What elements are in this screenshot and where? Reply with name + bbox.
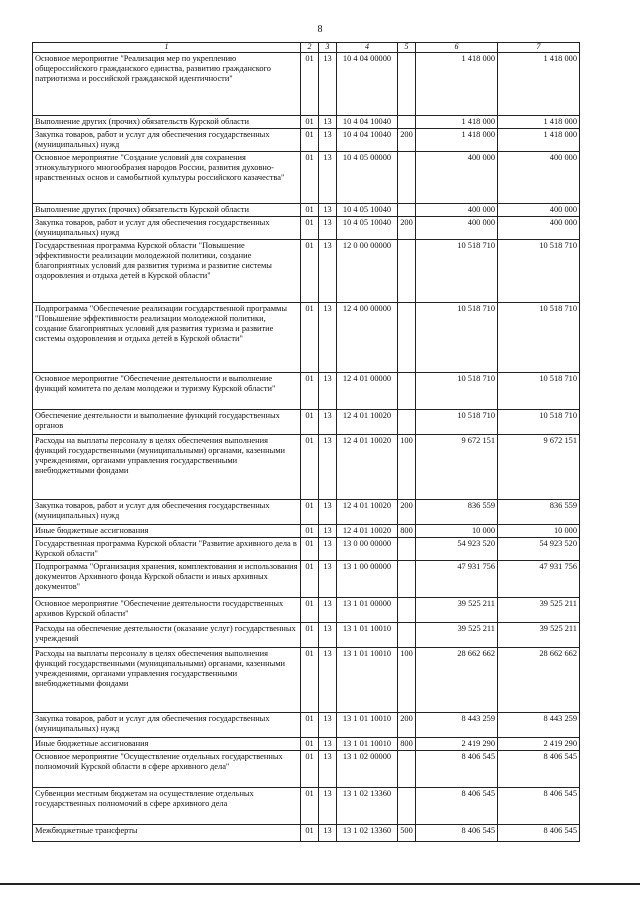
cell-amount-2: 28 662 662 bbox=[498, 648, 580, 713]
cell-amount-1: 8 443 259 bbox=[416, 713, 498, 738]
cell-amount-1: 9 672 151 bbox=[416, 435, 498, 500]
cell-csr: 13 1 01 10010 bbox=[337, 713, 398, 738]
cell-name: Закупка товаров, работ и услуг для обеспечения государственных (муниципальных) нужд bbox=[33, 500, 301, 525]
cell-name: Основное мероприятие "Создание условий для сохранения этнокультурного многообразия народов России, развития духовно-нравственных основ и самобытной культуры российского казачества" bbox=[33, 152, 301, 204]
cell-amount-1: 2 419 290 bbox=[416, 738, 498, 751]
cell-csr: 10 4 04 10040 bbox=[337, 116, 398, 129]
cell-name: Государственная программа Курской области "Повышение эффективности реализации молодежной политики, создание благоприятных условий для развития туризма и развитие системы оздоровления и отдыха детей в Курской области" bbox=[33, 240, 301, 303]
cell-amount-2: 1 418 000 bbox=[498, 53, 580, 116]
cell-amount-2: 39 525 211 bbox=[498, 598, 580, 623]
table-row bbox=[33, 303, 580, 373]
cell-amount-1: 54 923 520 bbox=[416, 538, 498, 561]
table-row bbox=[33, 525, 580, 538]
cell-name: Закупка товаров, работ и услуг для обеспечения государственных (муниципальных) нужд bbox=[33, 217, 301, 240]
cell-amount-2: 1 418 000 bbox=[498, 129, 580, 152]
table-row bbox=[33, 538, 580, 561]
cell-csr: 12 4 01 10020 bbox=[337, 435, 398, 500]
table-row bbox=[33, 152, 580, 204]
cell-amount-2: 10 518 710 bbox=[498, 303, 580, 373]
cell-rz: 01 bbox=[301, 303, 319, 373]
cell-amount-1: 39 525 211 bbox=[416, 623, 498, 648]
cell-pr: 13 bbox=[319, 825, 337, 842]
cell-vr bbox=[398, 53, 416, 116]
cell-name: Субвенции местным бюджетам на осуществление отдельных государственных полномочий в сфере архивного дела bbox=[33, 788, 301, 825]
cell-name: Основное мероприятие "Осуществление отдельных государственных полномочий Курской области в сфере архивного дела" bbox=[33, 751, 301, 788]
cell-amount-2: 9 672 151 bbox=[498, 435, 580, 500]
cell-pr: 13 bbox=[319, 152, 337, 204]
cell-rz: 01 bbox=[301, 561, 319, 598]
cell-vr bbox=[398, 410, 416, 435]
cell-name: Закупка товаров, работ и услуг для обеспечения государственных (муниципальных) нужд bbox=[33, 129, 301, 152]
cell-pr: 13 bbox=[319, 713, 337, 738]
cell-vr bbox=[398, 116, 416, 129]
cell-pr: 13 bbox=[319, 53, 337, 116]
cell-csr: 13 1 01 10010 bbox=[337, 648, 398, 713]
cell-amount-1: 400 000 bbox=[416, 217, 498, 240]
table-row bbox=[33, 204, 580, 217]
table-row bbox=[33, 53, 580, 116]
table-row bbox=[33, 435, 580, 500]
cell-vr bbox=[398, 240, 416, 303]
cell-amount-2: 8 406 545 bbox=[498, 825, 580, 842]
cell-name: Основное мероприятие "Реализация мер по укреплению общероссийского гражданского единства, развитию гражданского патриотизма и российской гражданской идентичности" bbox=[33, 53, 301, 116]
cell-amount-1: 400 000 bbox=[416, 152, 498, 204]
cell-amount-1: 10 518 710 bbox=[416, 303, 498, 373]
header-row bbox=[33, 43, 580, 53]
cell-vr bbox=[398, 303, 416, 373]
cell-pr: 13 bbox=[319, 410, 337, 435]
cell-amount-2: 1 418 000 bbox=[498, 116, 580, 129]
table-row bbox=[33, 713, 580, 738]
cell-vr bbox=[398, 538, 416, 561]
budget-table bbox=[32, 42, 580, 842]
cell-amount-2: 836 559 bbox=[498, 500, 580, 525]
header-col-3: 3 bbox=[319, 43, 337, 53]
table-row bbox=[33, 623, 580, 648]
table-row bbox=[33, 648, 580, 713]
cell-vr bbox=[398, 598, 416, 623]
cell-name: Расходы на выплаты персоналу в целях обеспечения выполнения функций государственными (муниципальными) органами, казенными учреждениями, органами управления государственными внебюджетными фондами bbox=[33, 435, 301, 500]
cell-vr: 800 bbox=[398, 525, 416, 538]
cell-csr: 12 0 00 00000 bbox=[337, 240, 398, 303]
cell-amount-2: 54 923 520 bbox=[498, 538, 580, 561]
cell-vr bbox=[398, 788, 416, 825]
cell-rz: 01 bbox=[301, 788, 319, 825]
cell-amount-2: 39 525 211 bbox=[498, 623, 580, 648]
cell-csr: 12 4 01 10020 bbox=[337, 410, 398, 435]
cell-rz: 01 bbox=[301, 129, 319, 152]
cell-vr bbox=[398, 373, 416, 410]
table-row bbox=[33, 240, 580, 303]
cell-amount-2: 10 000 bbox=[498, 525, 580, 538]
cell-pr: 13 bbox=[319, 373, 337, 410]
header-col-5: 5 bbox=[398, 43, 416, 53]
cell-rz: 01 bbox=[301, 738, 319, 751]
cell-amount-2: 47 931 756 bbox=[498, 561, 580, 598]
cell-amount-1: 28 662 662 bbox=[416, 648, 498, 713]
table-row bbox=[33, 129, 580, 152]
cell-amount-1: 836 559 bbox=[416, 500, 498, 525]
table-row bbox=[33, 751, 580, 788]
cell-pr: 13 bbox=[319, 435, 337, 500]
header-col-6: 6 bbox=[416, 43, 498, 53]
cell-name: Расходы на выплаты персоналу в целях обеспечения выполнения функций государственными (муниципальными) органами, казенными учреждениями, органами управления государственными внебюджетными фондами bbox=[33, 648, 301, 713]
cell-amount-1: 10 000 bbox=[416, 525, 498, 538]
cell-vr: 200 bbox=[398, 500, 416, 525]
cell-vr: 800 bbox=[398, 738, 416, 751]
header-col-2: 2 bbox=[301, 43, 319, 53]
cell-name: Иные бюджетные ассигнования bbox=[33, 525, 301, 538]
cell-name: Выполнение других (прочих) обязательств Курской области bbox=[33, 116, 301, 129]
cell-amount-2: 400 000 bbox=[498, 217, 580, 240]
cell-rz: 01 bbox=[301, 598, 319, 623]
cell-pr: 13 bbox=[319, 538, 337, 561]
page-number: 8 bbox=[317, 24, 323, 35]
cell-pr: 13 bbox=[319, 204, 337, 217]
cell-rz: 01 bbox=[301, 538, 319, 561]
cell-rz: 01 bbox=[301, 751, 319, 788]
cell-rz: 01 bbox=[301, 152, 319, 204]
cell-name: Межбюджетные трансферты bbox=[33, 825, 301, 842]
table-row bbox=[33, 738, 580, 751]
cell-pr: 13 bbox=[319, 240, 337, 303]
table-row bbox=[33, 116, 580, 129]
cell-pr: 13 bbox=[319, 116, 337, 129]
cell-rz: 01 bbox=[301, 435, 319, 500]
cell-name: Подпрограмма "Обеспечение реализации государственной программы "Повышение эффективности реализации молодежной политики, создание благоприятных условий для развития туризма и развитие системы оздоровления и отдыха детей в Курской области" bbox=[33, 303, 301, 373]
cell-amount-2: 400 000 bbox=[498, 204, 580, 217]
cell-pr: 13 bbox=[319, 500, 337, 525]
cell-vr bbox=[398, 561, 416, 598]
cell-rz: 01 bbox=[301, 713, 319, 738]
cell-amount-2: 400 000 bbox=[498, 152, 580, 204]
cell-rz: 01 bbox=[301, 648, 319, 713]
cell-vr: 200 bbox=[398, 129, 416, 152]
cell-name: Выполнение других (прочих) обязательств Курской области bbox=[33, 204, 301, 217]
cell-csr: 13 1 01 10010 bbox=[337, 623, 398, 648]
cell-vr: 200 bbox=[398, 713, 416, 738]
cell-rz: 01 bbox=[301, 373, 319, 410]
cell-csr: 13 1 02 13360 bbox=[337, 825, 398, 842]
table-row bbox=[33, 561, 580, 598]
cell-amount-1: 39 525 211 bbox=[416, 598, 498, 623]
cell-amount-2: 8 406 545 bbox=[498, 788, 580, 825]
cell-rz: 01 bbox=[301, 623, 319, 648]
cell-csr: 13 1 00 00000 bbox=[337, 561, 398, 598]
cell-pr: 13 bbox=[319, 648, 337, 713]
cell-pr: 13 bbox=[319, 129, 337, 152]
cell-amount-2: 8 443 259 bbox=[498, 713, 580, 738]
cell-vr: 200 bbox=[398, 217, 416, 240]
cell-amount-1: 10 518 710 bbox=[416, 373, 498, 410]
cell-pr: 13 bbox=[319, 525, 337, 538]
cell-pr: 13 bbox=[319, 751, 337, 788]
cell-name: Основное мероприятие "Обеспечение деятельности государственных архивов Курской области" bbox=[33, 598, 301, 623]
cell-amount-1: 1 418 000 bbox=[416, 116, 498, 129]
cell-csr: 12 4 01 00000 bbox=[337, 373, 398, 410]
header-col-7: 7 bbox=[498, 43, 580, 53]
cell-rz: 01 bbox=[301, 410, 319, 435]
table-row bbox=[33, 788, 580, 825]
cell-rz: 01 bbox=[301, 204, 319, 217]
cell-rz: 01 bbox=[301, 53, 319, 116]
table-row bbox=[33, 500, 580, 525]
cell-amount-1: 10 518 710 bbox=[416, 410, 498, 435]
cell-vr bbox=[398, 152, 416, 204]
bottom-rule bbox=[0, 883, 640, 885]
cell-name: Иные бюджетные ассигнования bbox=[33, 738, 301, 751]
cell-csr: 13 1 02 00000 bbox=[337, 751, 398, 788]
cell-amount-2: 8 406 545 bbox=[498, 751, 580, 788]
cell-csr: 10 4 05 10040 bbox=[337, 204, 398, 217]
cell-amount-1: 8 406 545 bbox=[416, 788, 498, 825]
cell-amount-1: 400 000 bbox=[416, 204, 498, 217]
cell-amount-1: 1 418 000 bbox=[416, 53, 498, 116]
cell-amount-1: 10 518 710 bbox=[416, 240, 498, 303]
cell-name: Расходы на обеспечение деятельности (оказание услуг) государственных учреждений bbox=[33, 623, 301, 648]
cell-amount-2: 10 518 710 bbox=[498, 373, 580, 410]
cell-amount-1: 1 418 000 bbox=[416, 129, 498, 152]
cell-csr: 10 4 05 10040 bbox=[337, 217, 398, 240]
cell-name: Обеспечение деятельности и выполнение функций государственных органов bbox=[33, 410, 301, 435]
cell-pr: 13 bbox=[319, 623, 337, 648]
cell-vr: 100 bbox=[398, 648, 416, 713]
cell-vr: 100 bbox=[398, 435, 416, 500]
cell-vr: 500 bbox=[398, 825, 416, 842]
cell-name: Основное мероприятие "Обеспечение деятельности и выполнение функций комитета по делам молодежи и туризму Курской области" bbox=[33, 373, 301, 410]
cell-pr: 13 bbox=[319, 561, 337, 598]
cell-csr: 12 4 00 00000 bbox=[337, 303, 398, 373]
cell-pr: 13 bbox=[319, 217, 337, 240]
cell-csr: 12 4 01 10020 bbox=[337, 525, 398, 538]
cell-amount-1: 8 406 545 bbox=[416, 825, 498, 842]
cell-csr: 12 4 01 10020 bbox=[337, 500, 398, 525]
cell-vr bbox=[398, 751, 416, 788]
cell-csr: 10 4 05 00000 bbox=[337, 152, 398, 204]
cell-rz: 01 bbox=[301, 116, 319, 129]
cell-amount-1: 8 406 545 bbox=[416, 751, 498, 788]
table-row bbox=[33, 410, 580, 435]
cell-rz: 01 bbox=[301, 525, 319, 538]
table-row bbox=[33, 825, 580, 842]
cell-name: Подпрограмма "Организация хранения, комплектования и использования документов Архивного фонда Курской области и иных архивных документов" bbox=[33, 561, 301, 598]
cell-csr: 10 4 04 10040 bbox=[337, 129, 398, 152]
cell-rz: 01 bbox=[301, 217, 319, 240]
cell-pr: 13 bbox=[319, 738, 337, 751]
cell-csr: 10 4 04 00000 bbox=[337, 53, 398, 116]
table-row bbox=[33, 373, 580, 410]
cell-rz: 01 bbox=[301, 500, 319, 525]
cell-csr: 13 0 00 00000 bbox=[337, 538, 398, 561]
cell-amount-2: 10 518 710 bbox=[498, 410, 580, 435]
table-row bbox=[33, 217, 580, 240]
cell-name: Государственная программа Курской области "Развитие архивного дела в Курской области" bbox=[33, 538, 301, 561]
cell-rz: 01 bbox=[301, 825, 319, 842]
cell-name: Закупка товаров, работ и услуг для обеспечения государственных (муниципальных) нужд bbox=[33, 713, 301, 738]
cell-amount-1: 47 931 756 bbox=[416, 561, 498, 598]
cell-csr: 13 1 01 10010 bbox=[337, 738, 398, 751]
cell-amount-2: 10 518 710 bbox=[498, 240, 580, 303]
cell-pr: 13 bbox=[319, 788, 337, 825]
cell-rz: 01 bbox=[301, 240, 319, 303]
header-col-1: 1 bbox=[33, 43, 301, 53]
cell-vr bbox=[398, 623, 416, 648]
cell-csr: 13 1 01 00000 bbox=[337, 598, 398, 623]
header-col-4: 4 bbox=[337, 43, 398, 53]
cell-pr: 13 bbox=[319, 598, 337, 623]
cell-csr: 13 1 02 13360 bbox=[337, 788, 398, 825]
cell-vr bbox=[398, 204, 416, 217]
table-row bbox=[33, 598, 580, 623]
cell-pr: 13 bbox=[319, 303, 337, 373]
cell-amount-2: 2 419 290 bbox=[498, 738, 580, 751]
